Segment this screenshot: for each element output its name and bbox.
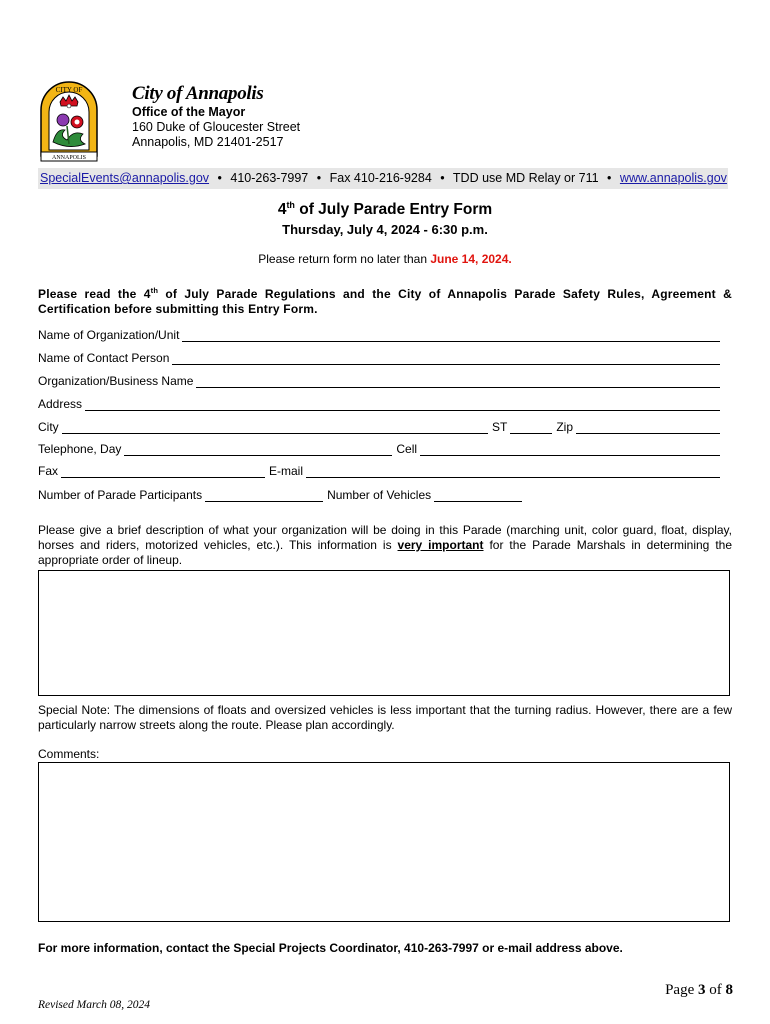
- telephone-field[interactable]: [124, 443, 392, 456]
- org-unit-field[interactable]: [182, 329, 720, 342]
- cell-label: Cell: [396, 442, 418, 456]
- website-link[interactable]: www.annapolis.gov: [619, 171, 727, 185]
- letterhead-office: Office of the Mayor: [132, 105, 246, 119]
- telephone-label: Telephone, Day: [38, 442, 122, 456]
- more-info: For more information, contact the Special Projects Coordinator, 410-263-7997 or e-mail address above.: [38, 941, 623, 955]
- vehicles-field[interactable]: [434, 489, 522, 502]
- participants-row: [38, 486, 538, 502]
- address-row: [38, 395, 720, 411]
- business-name-field[interactable]: [196, 375, 720, 388]
- description-textbox[interactable]: [38, 570, 730, 696]
- address-label: Address: [38, 397, 83, 411]
- email-field[interactable]: [306, 465, 720, 478]
- comments-textbox[interactable]: [38, 762, 730, 922]
- comments-label: Comments:: [38, 747, 100, 761]
- separator: •: [440, 171, 445, 185]
- contact-bar: [38, 168, 728, 189]
- form-title: 4th of July Parade Entry Form: [277, 200, 493, 219]
- return-note: Please return form no later than June 14, 2024.: [258, 252, 512, 266]
- contact-fax: Fax 410-216-9284: [329, 171, 432, 185]
- cell-field[interactable]: [420, 443, 720, 456]
- revised-date: Revised March 08, 2024: [38, 999, 150, 1011]
- org-unit-row: [38, 326, 720, 342]
- letterhead-street: 160 Duke of Gloucester Street: [132, 120, 301, 134]
- contact-tdd: TDD use MD Relay or 711: [452, 171, 599, 185]
- special-note: Special Note: The dimensions of floats and oversized vehicles is less important that the turning radius. However, there are a few particularly narrow streets along the route. Please plan accordingly.: [38, 703, 732, 732]
- city-field[interactable]: [62, 421, 488, 434]
- zip-label: Zip: [556, 420, 573, 434]
- letterhead-city-name: City of Annapolis: [132, 83, 264, 104]
- state-label: ST: [491, 420, 508, 434]
- email-label: E-mail: [269, 464, 304, 478]
- contact-phone: 410-263-7997: [230, 171, 309, 185]
- seal-bottom-text: ANNAPOLIS: [51, 155, 87, 161]
- page-number: Page 3 of 8: [665, 982, 733, 998]
- seal-top-text: CITY OF: [55, 86, 83, 94]
- participants-label: Number of Parade Participants: [38, 488, 203, 502]
- fax-field[interactable]: [61, 465, 265, 478]
- vehicles-label: Number of Vehicles: [327, 488, 432, 502]
- fax-email-row: [38, 462, 720, 478]
- deadline: June 14, 2024.: [430, 252, 512, 266]
- separator: •: [217, 171, 222, 185]
- description-instructions: Please give a brief description of what your organization will be doing in this Parade (marching unit, color guard, float, display, horses and riders, motorized vehicles, etc.). This information is very important for the Parade Marshals in determining the appropriate order of lineup.: [38, 523, 732, 567]
- city-label: City: [38, 420, 59, 434]
- email-link[interactable]: SpecialEvents@annapolis.gov: [40, 171, 210, 185]
- state-field[interactable]: [510, 421, 552, 434]
- intro-instructions: Please read the 4th of July Parade Regulations and the City of Annapolis Parade Safety Rules, Agreement & Certification before submitting this Entry Form.: [38, 286, 732, 316]
- telephone-row: [38, 440, 720, 456]
- zip-field[interactable]: [576, 421, 720, 434]
- separator: •: [607, 171, 612, 185]
- address-field[interactable]: [85, 398, 720, 411]
- form-date: Thursday, July 4, 2024 - 6:30 p.m.: [282, 222, 488, 237]
- contact-person-row: [38, 349, 720, 365]
- business-name-row: [38, 372, 720, 388]
- letterhead-city-state-zip: Annapolis, MD 21401-2517: [132, 135, 284, 149]
- participants-field[interactable]: [205, 489, 323, 502]
- contact-person-label: Name of Contact Person: [38, 351, 170, 365]
- business-name-label: Organization/Business Name: [38, 374, 194, 388]
- city-seal-logo: [37, 78, 101, 162]
- org-unit-label: Name of Organization/Unit: [38, 328, 180, 342]
- contact-person-field[interactable]: [172, 352, 720, 365]
- city-row: [38, 418, 720, 434]
- fax-label: Fax: [38, 464, 59, 478]
- separator: •: [316, 171, 322, 185]
